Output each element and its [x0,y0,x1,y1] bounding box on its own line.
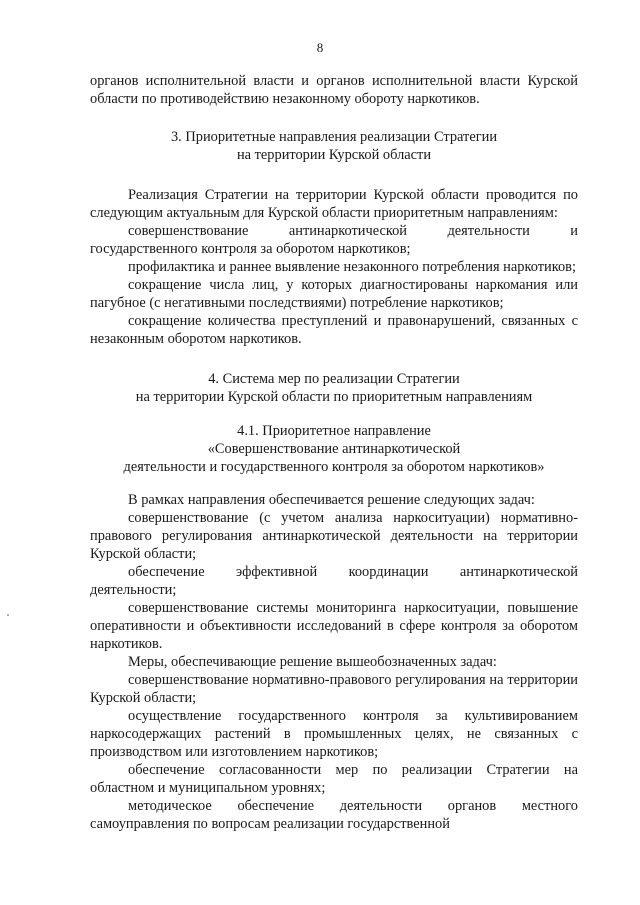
section-4-heading-line-2: на территории Курской области по приоритетным направлениям [135,389,533,405]
section-4-1-heading-line-3: деятельности и государственного контроля за оборотом наркотиков» [123,459,545,475]
scan-mark [7,614,9,616]
measure-item: обеспечение согласованности мер по реализации Стратегии на областном и муниципальном уровнях; [90,762,578,796]
intro-paragraph: органов исполнительной власти и органов исполнительной власти Курской области по противодействию незаконному обороту наркотиков. [90,73,578,107]
section-3-lead-paragraph: Реализация Стратегии на территории Курской области проводится по следующим актуальным для Курской области приоритетным направлениям: [90,187,578,221]
page-number: 8 [316,40,324,55]
section-4-1-heading-line-1: 4.1. Приоритетное направление [237,423,431,439]
measure-item: методическое обеспечение деятельности органов местного самоуправления по вопросам реализации государственной [90,798,578,832]
measure-item: совершенствование нормативно-правового регулирования на территории Курской области; [90,672,578,706]
document-body [90,72,578,833]
measure-item: осуществление государственного контроля за культивированием наркосодержащих растений в промышленных целях, не связанных с производством или изготовлением наркотиков; [90,708,578,760]
section-3-heading-line-1: 3. Приоритетные направления реализации Стратегии [170,129,498,145]
priority-item: совершенствование антинаркотической деятельности и государственного контроля за оборотом наркотиков; [90,223,578,257]
task-item: совершенствование системы мониторинга наркоситуации, повышение оперативности и объективности исследований в сфере контроля за оборотом наркотиков. [90,600,578,652]
task-item: обеспечение эффективной координации антинаркотической деятельности; [90,564,578,598]
measures-lead-paragraph: Меры, обеспечивающие решение вышеобозначенных задач: [128,654,497,670]
task-item: совершенствование (с учетом анализа наркоситуации) нормативно-правового регулирования антинаркотической деятельности на территории Курской области; [90,510,578,562]
section-3-heading-line-2: на территории Курской области [236,147,432,163]
priority-item: сокращение числа лиц, у которых диагностированы наркомания или пагубное (с негативными последствиями) потребление наркотиков; [90,277,578,311]
priority-item: сокращение количества преступлений и правонарушений, связанных с незаконным оборотом наркотиков. [90,313,578,347]
priority-item: профилактика и раннее выявление незаконного потребления наркотиков; [128,259,576,275]
tasks-lead-paragraph: В рамках направления обеспечивается решение следующих задач: [128,492,535,508]
section-4-1-heading-line-2: «Совершенствование антинаркотической [207,441,461,457]
section-4-heading-line-1: 4. Система мер по реализации Стратегии [208,371,460,387]
